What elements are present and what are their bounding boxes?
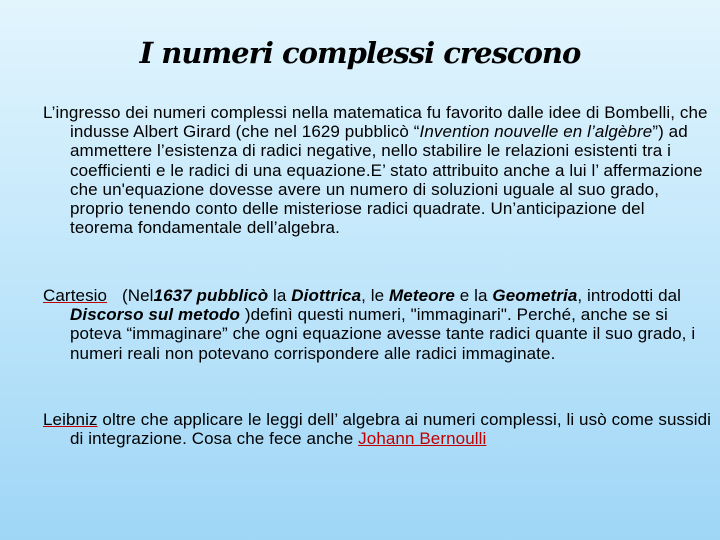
cartesio-text-1: (Nel [121,286,154,305]
cartesio-text-3: , le [361,286,390,305]
paragraph-girard [43,103,712,237]
cartesio-text-5: , introdotti dal [577,286,682,305]
cartesio-text-2: la [268,286,292,305]
diottrica-title: Diottrica [291,286,362,305]
paragraph-cartesio [43,286,712,363]
girard-text-1: L’ingresso dei numeri complessi nella matematica fu favorito dalle idee di Bombelli, che indusse Albert Girard (che nel 1629 pubblicò “ [43,103,708,142]
geometria-title: Geometria [492,286,578,305]
cartesio-link[interactable] [43,286,117,305]
cartesio-text-6: )definì questi numeri, "immaginari". Perché, anche se si poteva “immaginare” che ogni equazione avesse tante radici quante il suo grado, i numeri reali non potevano corrispondere alle radici immaginate. [70,305,696,363]
leibniz-link[interactable]: Leibniz [43,410,98,429]
meteore-title: Meteore [389,286,455,305]
leibniz-text: oltre che applicare le leggi dell’ algebra ai numeri complessi, li usò come sussidi di integrazione. Cosa che fece anche [70,410,712,449]
cartesio-link-label: Cartesio [43,286,108,305]
cartesio-year-published: 1637 pubblicò [153,286,269,305]
girard-book-title: Invention nouvelle en l’algèbre [419,122,653,142]
paragraph-leibniz [43,410,712,448]
girard-text-2: ”) ad ammettere l’esistenza di radici negative, nello stabilire le relazioni esistenti tra i coefficienti e le radici di una equazione.E’ stato attribuito anche a lui l’ affermazione che un'equazione dovesse avere un numero di soluzioni uguale al suo grado, proprio tenendo conto delle misteriose radici quadrate. Un’anticipazione del teorema fondamentale dell’algebra. [70,122,703,238]
slide-title: I numeri complessi crescono [139,36,581,70]
discorso-title: Discorso sul metodo [70,305,241,325]
cartesio-text-4: e la [454,286,493,305]
bernoulli-link[interactable]: Johann Bernoulli [358,429,487,449]
